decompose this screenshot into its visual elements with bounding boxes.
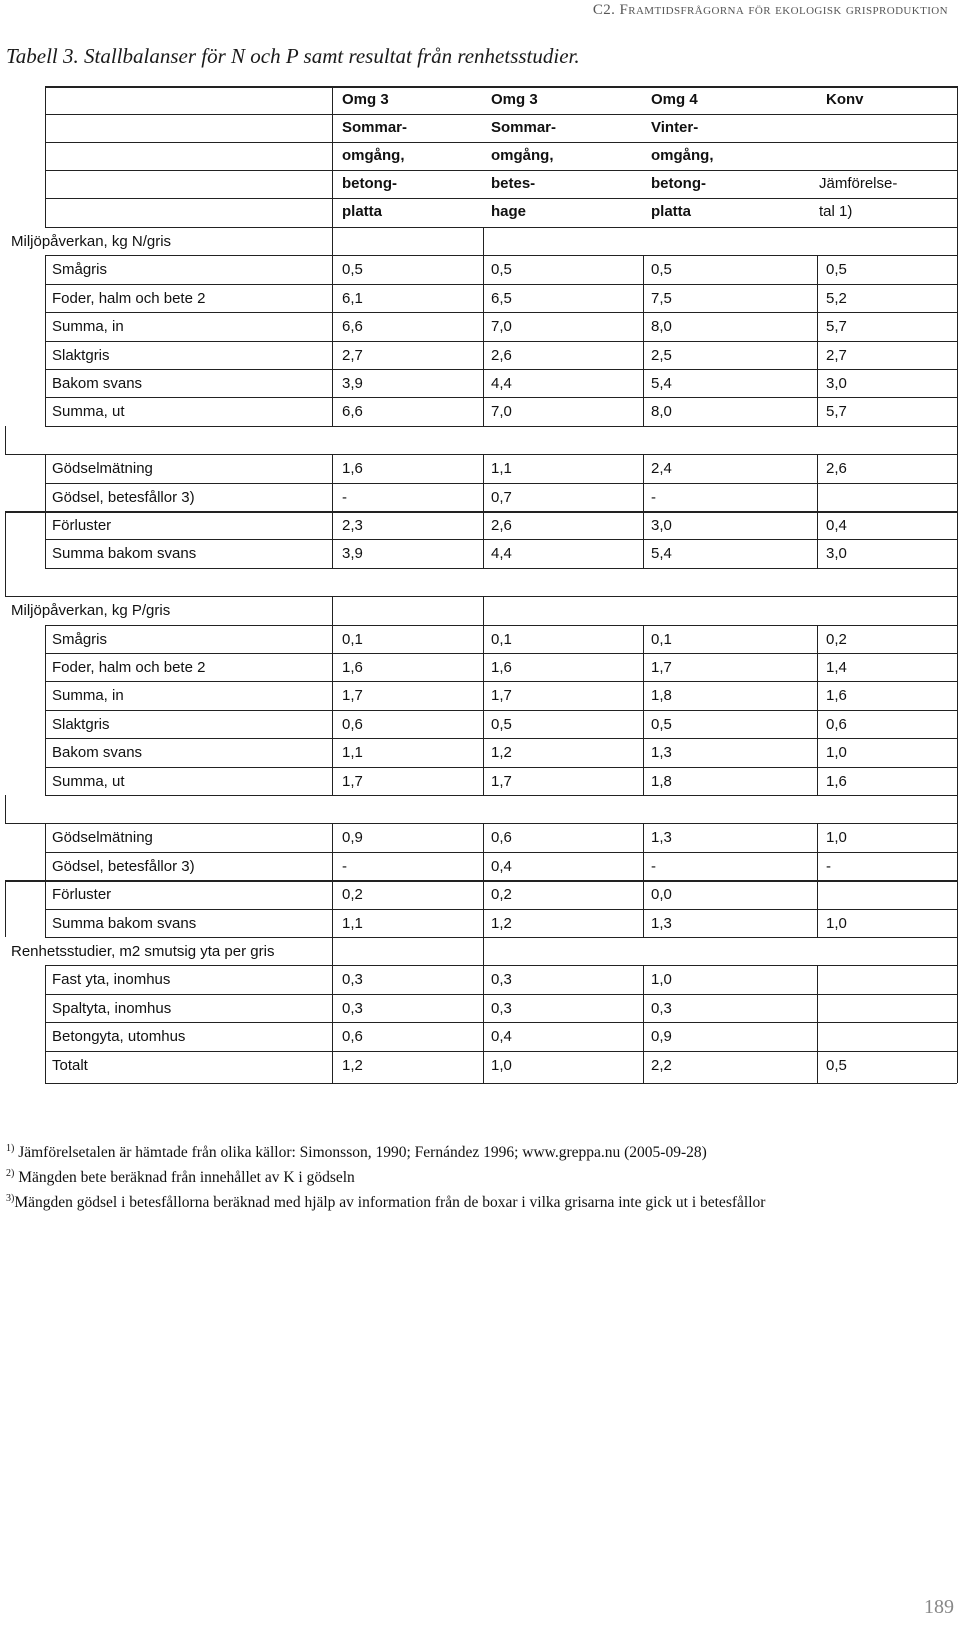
cell-value: 1,3 [651, 914, 672, 932]
row-label: Summa, in [52, 318, 124, 336]
column-header: betong- [342, 175, 397, 192]
footnote-mark: 1) [6, 1143, 15, 1154]
cell-value: 0,5 [342, 261, 363, 279]
page-number: 189 [924, 1596, 954, 1618]
cell-value: 3,0 [826, 375, 847, 392]
row-label: Bakom svans [52, 375, 143, 392]
row-label: Gödselmätning [52, 460, 153, 478]
row-label: Summa bakom svans [52, 545, 197, 563]
cell-value: 1,8 [651, 687, 672, 705]
column-header: platta [651, 203, 692, 220]
cell-value: - [826, 857, 831, 875]
cell-value: 0,5 [491, 715, 512, 733]
row-label: Foder, halm och bete 2 [52, 659, 206, 676]
footnote-text: Mängden gödsel i betesfållorna beräknad med hjälp av information från de boxar i vilka grisarna inte gick ut i betesfållor [14, 1194, 766, 1212]
cell-value: 1,6 [342, 659, 363, 676]
cell-value: 0,1 [491, 630, 512, 648]
cell-value: 4,4 [491, 375, 512, 392]
column-header: Omg 3 [491, 91, 538, 108]
cell-value: 2,4 [651, 460, 672, 478]
cell-value: 6,6 [342, 403, 363, 421]
column-header: betong- [651, 175, 706, 192]
cell-value: 1,7 [491, 772, 512, 790]
cell-value: 0,4 [491, 857, 512, 875]
cell-value: 5,2 [826, 289, 847, 307]
column-header: Sommar- [342, 119, 408, 136]
cell-value: 0,6 [342, 715, 363, 733]
cell-value: 1,1 [491, 460, 512, 478]
cell-value: 0,6 [826, 715, 847, 733]
column-header: platta [342, 203, 383, 220]
cell-value: 1,3 [651, 829, 672, 847]
table-title: Tabell 3. Stallbalanser för N och P samt resultat från renhetsstudier. [6, 44, 580, 68]
cell-value: 0,6 [342, 1028, 363, 1046]
cell-value: 1,6 [826, 772, 847, 790]
cell-value: 0,2 [342, 886, 363, 904]
row-label: Förluster [52, 517, 112, 534]
cell-value: 1,6 [826, 687, 847, 705]
footnotes [6, 1138, 906, 1213]
cell-value: 0,5 [826, 1056, 847, 1074]
row-label: Fast yta, inomhus [52, 971, 171, 989]
cell-value: - [342, 488, 347, 506]
cell-value: 6,6 [342, 318, 363, 336]
cell-value: 5,4 [651, 545, 672, 563]
cell-value: 0,4 [491, 1028, 512, 1046]
column-header: Omg 3 [342, 91, 389, 108]
cell-value: 1,0 [826, 829, 847, 847]
cell-value: 1,7 [342, 772, 363, 790]
cell-value: 1,7 [342, 687, 363, 705]
cell-value: 8,0 [651, 318, 672, 336]
row-label: Summa bakom svans [52, 914, 197, 932]
cell-value: 2,6 [491, 517, 512, 534]
cell-value: 1,6 [342, 460, 363, 478]
data-table [5, 86, 958, 1122]
cell-value: 0,3 [491, 999, 512, 1017]
cell-value: 2,3 [342, 517, 363, 534]
cell-value: 1,0 [651, 971, 672, 989]
cell-value: 0,1 [342, 630, 363, 648]
cell-value: 0,7 [491, 488, 512, 506]
cell-value: - [342, 857, 347, 875]
cell-value: 0,3 [651, 999, 672, 1017]
row-label: Slaktgris [52, 346, 110, 364]
row-label: Gödselmätning [52, 829, 153, 847]
cell-value: 2,7 [826, 346, 847, 364]
row-label: Slaktgris [52, 715, 110, 733]
row-label: Smågris [52, 261, 108, 279]
cell-value: 1,2 [491, 744, 512, 762]
column-header: omgång, [651, 147, 714, 164]
cell-value: 5,7 [826, 318, 847, 336]
row-label: Gödsel, betesfållor 3) [52, 857, 195, 875]
cell-value: 2,7 [342, 346, 363, 364]
section-title: Miljöpåverkan, kg N/gris [11, 233, 172, 250]
row-label: Bakom svans [52, 744, 143, 762]
section-title: Renhetsstudier, m2 smutsig yta per gris [11, 943, 275, 960]
cell-value: 1,2 [342, 1056, 363, 1074]
column-header: hage [491, 203, 527, 220]
cell-value: 0,1 [651, 630, 672, 648]
column-header: Vinter- [651, 119, 699, 136]
cell-value: 4,4 [491, 545, 512, 563]
row-label: Totalt [52, 1056, 88, 1074]
cell-value: 0,9 [651, 1028, 672, 1046]
row-label: Betongyta, utomhus [52, 1028, 186, 1046]
cell-value: 0,0 [651, 886, 672, 904]
cell-value: 1,6 [491, 659, 512, 676]
cell-value: 3,0 [651, 517, 672, 534]
row-label: Smågris [52, 630, 108, 648]
footnote-text: Mängden bete beräknad från innehållet av K i gödseln [14, 1169, 355, 1187]
row-label: Summa, ut [52, 403, 125, 421]
cell-value: 2,2 [651, 1056, 672, 1074]
cell-value: 3,0 [826, 545, 847, 563]
footnote-mark: 2) [6, 1168, 15, 1180]
footnote [6, 1138, 906, 1163]
row-label: Spaltyta, inomhus [52, 999, 172, 1017]
cell-value: 0,6 [491, 829, 512, 847]
column-header: omgång, [491, 147, 554, 164]
column-header: omgång, [342, 147, 405, 164]
cell-value: 1,0 [491, 1056, 512, 1074]
cell-value: - [651, 488, 656, 506]
cell-value: 3,9 [342, 375, 363, 392]
cell-value: 1,7 [651, 659, 672, 676]
cell-value: 0,2 [826, 630, 847, 648]
cell-value: 1,7 [491, 687, 512, 705]
row-label: Förluster [52, 886, 112, 904]
footnote [6, 1188, 906, 1213]
cell-value: - [651, 857, 656, 875]
column-header: Jämförelse- [819, 175, 898, 192]
footnote-text: Jämförelsetalen är hämtade från olika källor: Simonsson, 1990; Fernández 1996; www.greppa.nu (2005-09-28) [14, 1144, 707, 1162]
cell-value: 0,5 [651, 261, 672, 279]
cell-value: 1,3 [651, 744, 672, 762]
footnote-mark: 3) [6, 1193, 15, 1205]
column-header: tal 1) [819, 203, 853, 220]
cell-value: 0,4 [826, 517, 847, 534]
cell-value: 0,9 [342, 829, 363, 847]
cell-value: 5,4 [651, 375, 672, 392]
cell-value: 7,5 [651, 289, 672, 307]
row-label: Summa, in [52, 687, 124, 705]
cell-value: 1,1 [342, 914, 363, 932]
cell-value: 2,5 [651, 346, 672, 364]
cell-value: 1,0 [826, 914, 847, 932]
cell-value: 1,8 [651, 772, 672, 790]
column-header: Sommar- [491, 119, 557, 136]
cell-value: 6,1 [342, 289, 363, 307]
cell-value: 3,9 [342, 545, 363, 563]
cell-value: 0,5 [651, 715, 672, 733]
cell-value: 0,3 [342, 999, 363, 1017]
cell-value: 6,5 [491, 289, 512, 307]
cell-value: 2,6 [826, 460, 847, 478]
row-label: Foder, halm och bete 2 [52, 289, 206, 307]
cell-value: 7,0 [491, 318, 512, 336]
cell-value: 0,3 [342, 971, 363, 989]
running-header: C2. Framtidsfrågorna för ekologisk grisproduktion [592, 2, 948, 18]
footnote [6, 1163, 906, 1188]
column-header: betes- [491, 175, 536, 192]
cell-value: 2,6 [491, 346, 512, 364]
column-header: Omg 4 [651, 91, 698, 108]
cell-value: 0,3 [491, 971, 512, 989]
cell-value: 8,0 [651, 403, 672, 421]
row-label: Summa, ut [52, 772, 125, 790]
cell-value: 1,1 [342, 744, 363, 762]
cell-value: 7,0 [491, 403, 512, 421]
cell-value: 0,5 [491, 261, 512, 279]
cell-value: 1,0 [826, 744, 847, 762]
cell-value: 0,5 [826, 261, 847, 279]
row-label: Gödsel, betesfållor 3) [52, 488, 195, 506]
column-header: Konv [826, 91, 864, 108]
cell-value: 5,7 [826, 403, 847, 421]
cell-value: 1,2 [491, 914, 512, 932]
cell-value: 0,2 [491, 886, 512, 904]
section-title: Miljöpåverkan, kg P/gris [11, 602, 171, 620]
cell-value: 1,4 [826, 659, 847, 676]
